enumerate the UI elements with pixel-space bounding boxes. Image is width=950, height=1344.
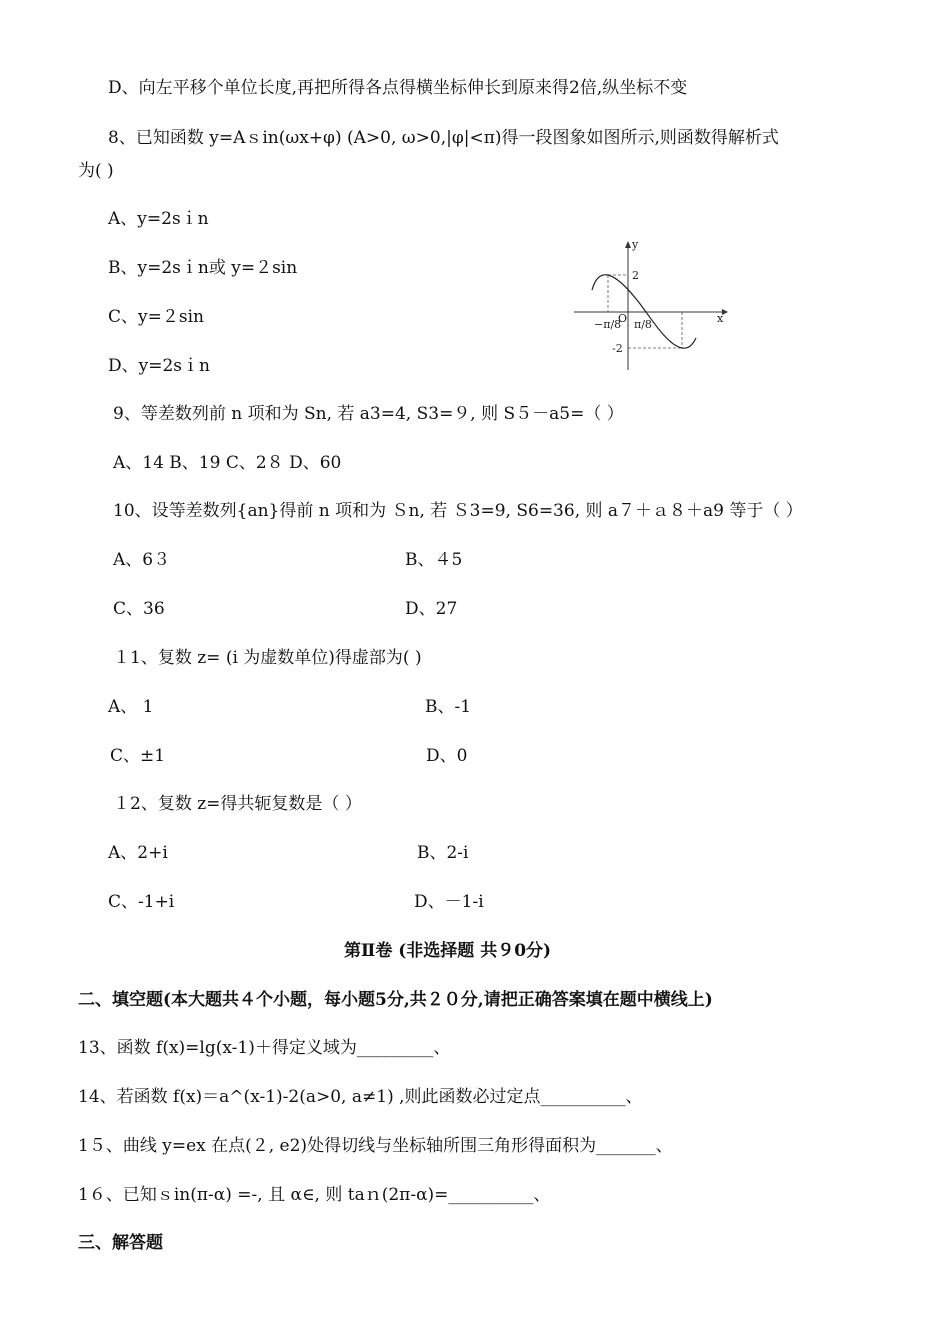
y-axis-label: y bbox=[632, 238, 639, 251]
q10-stem: 10、设等差数列{an}得前 n 项和为 Ｓn, 若 Ｓ3=9, S6=36, 则 a７＋ａ８＋a9 等于（ ） bbox=[113, 501, 803, 521]
q11-option-b: B、-1 bbox=[425, 697, 472, 717]
part-two-heading: 第Ⅱ卷 (非选择题 共９0分) bbox=[344, 941, 552, 961]
x-axis-label: x bbox=[717, 312, 724, 325]
q12-option-d: D、－1-i bbox=[414, 892, 484, 912]
q11-stem: １1、复数 z= (i 为虚数单位)得虚部为( ) bbox=[113, 648, 422, 668]
y-axis-arrow bbox=[625, 241, 631, 248]
q9-stem: 9、等差数列前 n 项和为 Sn, 若 a3=4, S3=９, 则 S５－a5=（ ） bbox=[113, 404, 624, 424]
q9-options: A、14 B、19 C、2８ D、60 bbox=[113, 453, 342, 473]
x-tick-pos-label: π/8 bbox=[634, 318, 652, 331]
q15: 1５、曲线 y=ex 在点(２, e2)处得切线与坐标轴所围三角形得面积为_______、 bbox=[78, 1136, 673, 1156]
q8-option-c: C、y=２sin bbox=[108, 307, 204, 327]
q10-option-c: C、36 bbox=[113, 599, 165, 619]
q12-stem: １2、复数 z=得共轭复数是（ ） bbox=[113, 794, 362, 814]
sine-curve bbox=[592, 275, 696, 348]
q11-option-a: A、 1 bbox=[108, 697, 154, 717]
y-max-label: 2 bbox=[632, 269, 639, 282]
q16: 1６、已知ｓin(π-α) =-, 且 α∈, 则 taｎ(2π-α)=__________、 bbox=[78, 1185, 551, 1205]
q12-option-a: A、2+i bbox=[108, 843, 168, 863]
section-solutions-heading: 三、解答题 bbox=[78, 1233, 163, 1253]
section-fill-in-heading: 二、填空题(本大题共４个小题，每小题5分,共２０分,请把正确答案填在题中横线上) bbox=[78, 990, 713, 1010]
x-tick-neg-label: −π/8 bbox=[594, 318, 622, 331]
q8-option-d: D、y=2sｉn bbox=[108, 356, 210, 376]
q8-stem-cont: 为( ) bbox=[78, 161, 114, 181]
q8-option-a: A、y=2sｉn bbox=[108, 209, 209, 229]
q8-stem: 8、已知函数 y=Aｓin(ωx+φ) (A>0, ω>0,|φ|<π)得一段图象如图所示,则函数得解析式 bbox=[108, 128, 779, 148]
q11-option-c: C、±1 bbox=[110, 746, 166, 766]
y-min-label: -2 bbox=[612, 342, 623, 355]
origin-label: O bbox=[618, 312, 628, 325]
q10-option-b: B、４5 bbox=[405, 550, 463, 570]
q10-option-d: D、27 bbox=[405, 599, 458, 619]
q7-option-d: D、向左平移个单位长度,再把所得各点得横坐标伸长到原来得2倍,纵坐标不变 bbox=[108, 78, 688, 98]
q8-option-b: B、y=2sｉn或 y=２sin bbox=[108, 258, 298, 278]
q11-option-d: D、0 bbox=[426, 746, 468, 766]
q12-option-c: C、-1+i bbox=[108, 892, 175, 912]
q12-option-b: B、2-i bbox=[417, 843, 469, 863]
q10-option-a: A、6３ bbox=[113, 550, 171, 570]
q13: 13、函数 f(x)=lg(x-1)＋得定义域为_________、 bbox=[78, 1038, 451, 1058]
q14: 14、若函数 f(x)＝a^(x-1)-2(a>0, a≠1) ,则此函数必过定点__________、 bbox=[78, 1087, 643, 1107]
sine-graph-figure bbox=[570, 238, 730, 374]
